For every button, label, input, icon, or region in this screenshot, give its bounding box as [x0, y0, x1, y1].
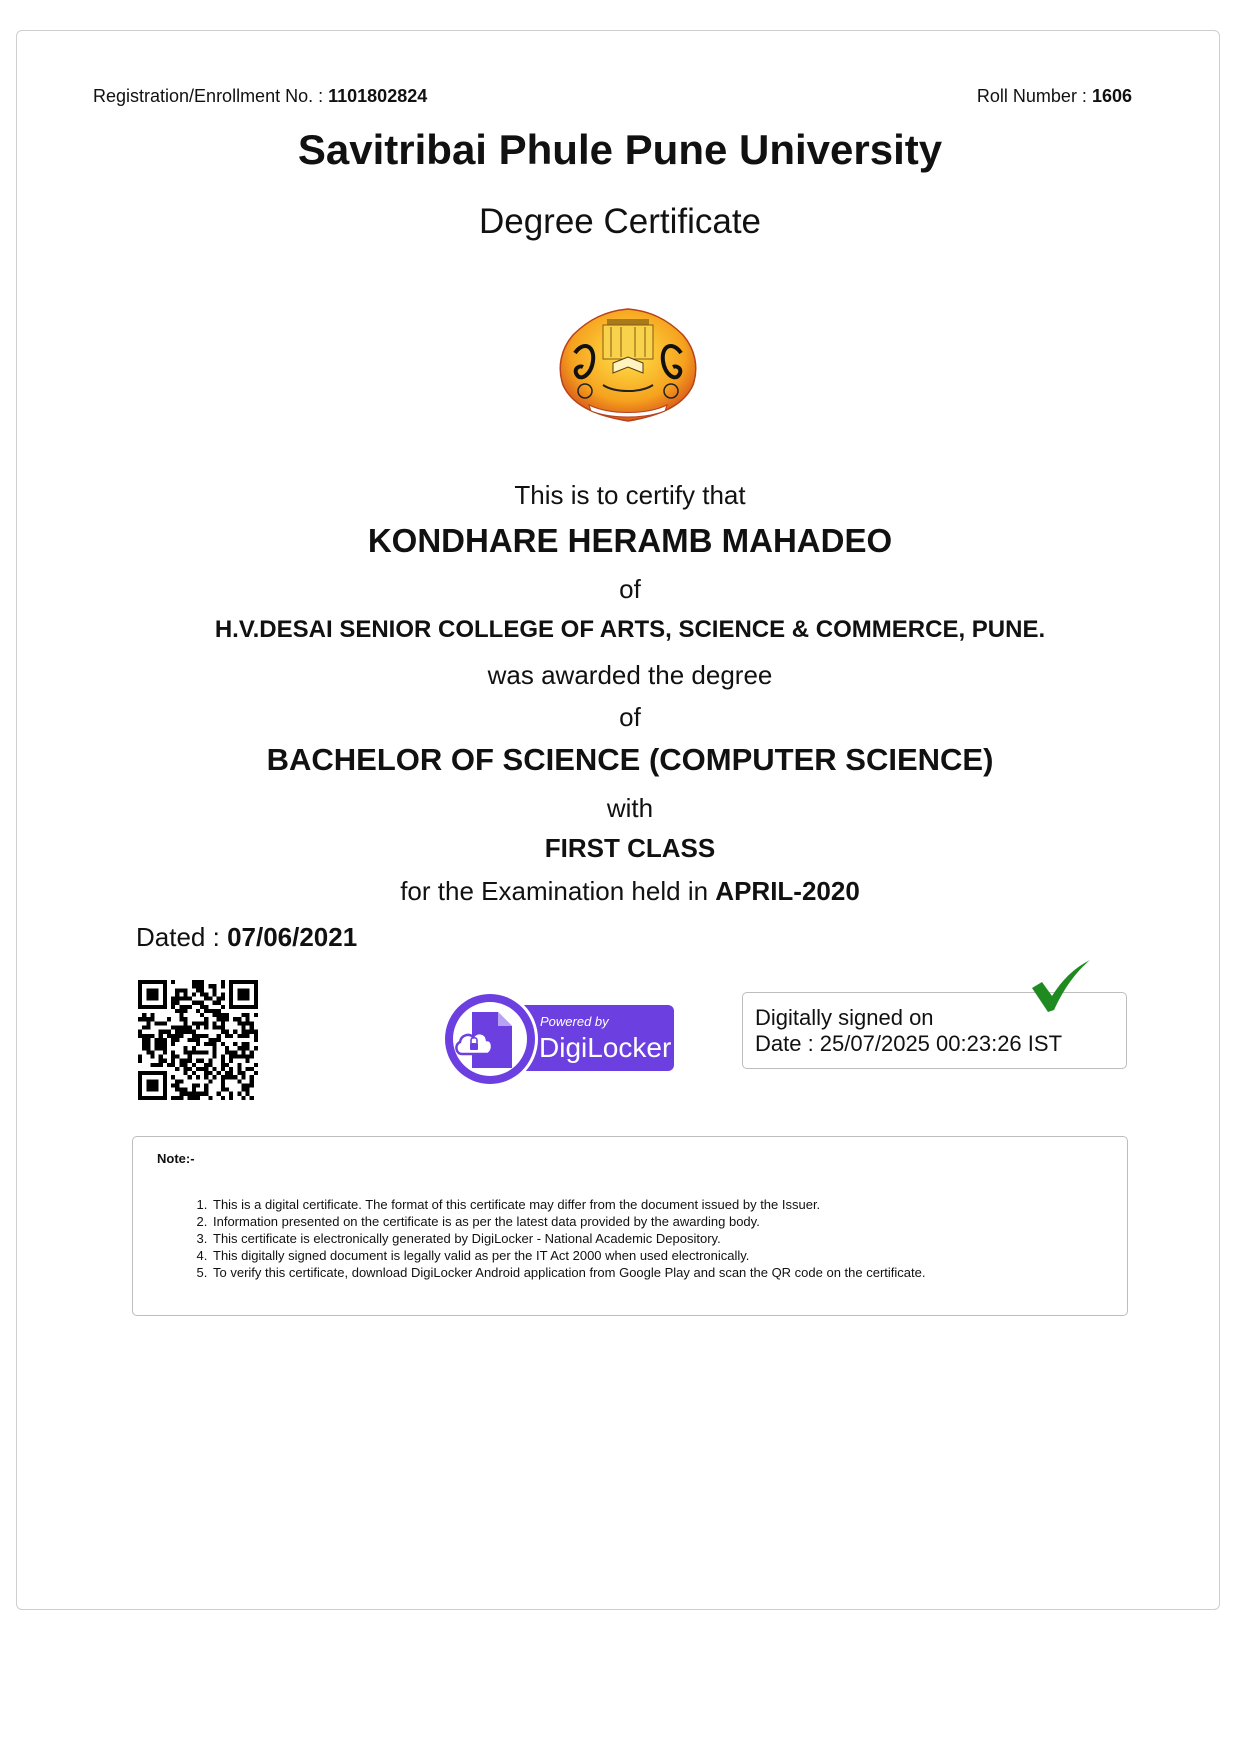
exam-session: [230, 876, 1030, 907]
list-item: 3. This certificate is electronically generated by DigiLocker - National Academic Depository.: [211, 1230, 926, 1247]
list-item: 5. To verify this certificate, download DigiLocker Android application from Google Play and scan the QR code on the certificate.: [211, 1264, 926, 1281]
degree-name: BACHELOR OF SCIENCE (COMPUTER SCIENCE): [266, 742, 994, 777]
signature-line-1: Digitally signed on: [755, 1005, 934, 1030]
list-item: 1. This is a digital certificate. The format of this certificate may differ from the document issued by the Issuer.: [211, 1196, 926, 1213]
exam-prefix: for the Examination held in: [400, 876, 709, 906]
notes-box: [132, 1136, 1128, 1316]
qr-code-icon[interactable]: [138, 980, 258, 1100]
registration-number: [93, 86, 427, 107]
registration-value: 1101802824: [328, 86, 428, 106]
of-text: of: [619, 702, 641, 732]
signature-date: Date : 25/07/2025 00:23:26 IST: [755, 1031, 1063, 1056]
degree-class: FIRST CLASS: [544, 833, 716, 863]
registration-label: Registration/Enrollment No. :: [93, 86, 324, 106]
recipient-name: KONDHARE HERAMB MAHADEO: [367, 522, 893, 559]
certify-intro: This is to certify that: [514, 480, 746, 510]
digilocker-brand: DigiLocker: [539, 1032, 672, 1063]
roll-number: [977, 86, 1132, 107]
digilocker-powered-by: Powered by: [540, 1014, 609, 1029]
dated-label: Dated :: [136, 922, 220, 952]
dated: [136, 922, 357, 953]
college-name: H.V.DESAI SENIOR COLLEGE OF ARTS, SCIENCE & COMMERCE, PUNE.: [214, 616, 1046, 643]
university-emblem-icon: [555, 305, 701, 425]
notes-label: Note:-: [157, 1151, 195, 1166]
document-title: Degree Certificate: [478, 202, 762, 241]
awarded-text: was awarded the degree: [487, 660, 773, 690]
of-text: of: [619, 574, 641, 604]
list-item: 2. Information presented on the certificate is as per the latest data provided by the awarding body.: [211, 1213, 926, 1230]
list-item: 4. This digitally signed document is legally valid as per the IT Act 2000 when used electronically.: [211, 1247, 926, 1264]
notes-list: [193, 1196, 926, 1281]
with-text: with: [606, 793, 654, 823]
university-name: Savitribai Phule Pune University: [297, 126, 943, 173]
exam-session-value: APRIL-2020: [715, 876, 860, 906]
roll-value: 1606: [1091, 86, 1132, 106]
checkmark-icon: [1028, 958, 1092, 1014]
roll-label: Roll Number :: [976, 86, 1087, 106]
digilocker-badge: [440, 990, 676, 1088]
dated-value: 07/06/2021: [227, 922, 358, 952]
